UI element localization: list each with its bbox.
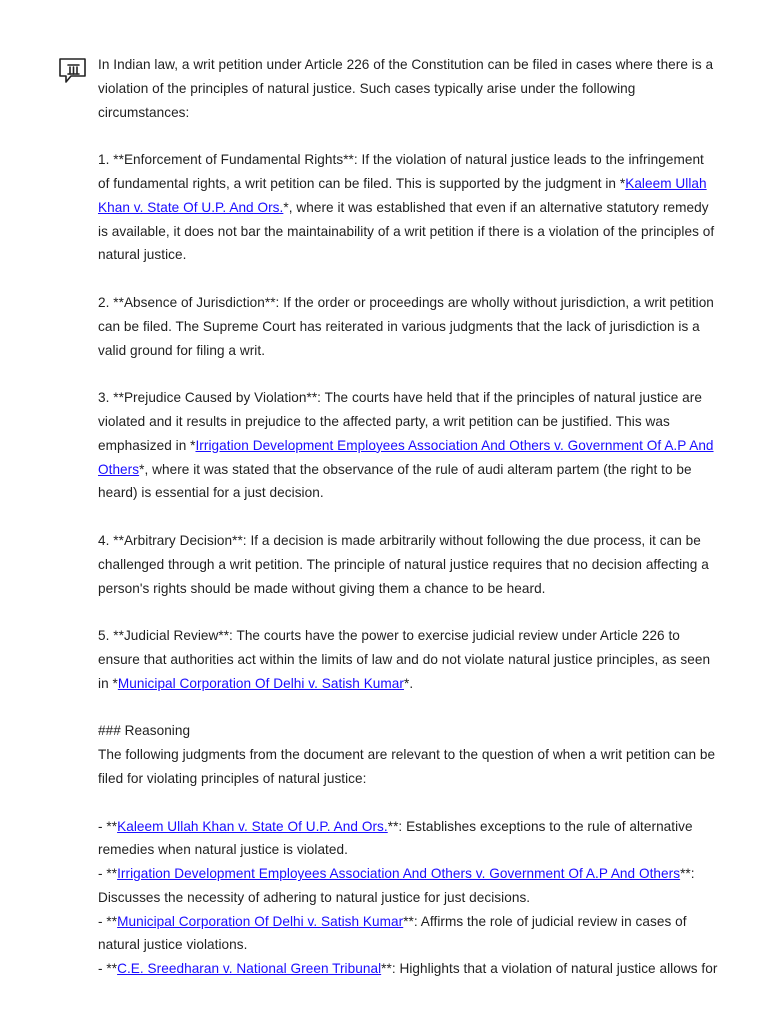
reasoning-item (98, 815, 718, 863)
reasoning-item-text: **: Discusses the necessity of adhering to natural justice for just decisions. (98, 866, 695, 905)
point-text: 3. **Prejudice Caused by Violation**: The courts have held that if the principles of natural justice are violated and it results in prejudice to the affected party, a writ petition can be justified. This was emphasized in * (98, 390, 702, 453)
bullet-prefix: - ** (98, 866, 118, 882)
legal-answer-icon (58, 57, 88, 85)
point-text: *. (403, 675, 414, 691)
case-link-municipal-corporation-of-delhi[interactable]: Municipal Corporation Of Delhi v. Satish Kumar (117, 675, 404, 691)
answer-body (98, 53, 718, 981)
case-link-kaleem-ullah-khan[interactable]: Kaleem Ullah Khan v. State Of U.P. And Ors. (98, 175, 707, 215)
point-judicial-review (98, 624, 718, 695)
point-text: *, where it was established that even if an alternative statutory remedy is available, it does not bar the maintainability of a writ petition if there is a violation of the principles of natural justice. (98, 199, 715, 263)
bullet-prefix: - ** (98, 961, 118, 977)
point-enforcement-of-fundamental-rights (98, 148, 718, 267)
reasoning-item-text: **: Affirms the role of judicial review in cases of natural justice violations. (98, 913, 687, 953)
case-link-ce-sreedharan[interactable]: C.E. Sreedharan v. National Green Tribunal (117, 961, 382, 977)
reasoning-item-text: **: Highlights that a violation of natural justice allows for (381, 961, 718, 977)
reasoning-item (98, 862, 718, 910)
reasoning-item (98, 957, 718, 981)
case-link-irrigation-development-employees[interactable]: Irrigation Development Employees Association And Others v. Government Of A.P And Others (98, 437, 714, 477)
point-text: *, where it was stated that the observance of the rule of audi alteram partem (the right to be heard) is essential for a just decision. (98, 461, 692, 501)
bullet-prefix: - ** (98, 913, 118, 929)
reasoning-intro: The following judgments from the document are relevant to the question of when a writ petition can be filed for violating principles of natural justice: (98, 747, 716, 786)
point-text: 1. **Enforcement of Fundamental Rights**: If the violation of natural justice leads to the infringement of fundamental rights, a writ petition can be filed. This is supported by the judgment in * (98, 152, 704, 191)
bullet-prefix: - ** (98, 818, 118, 834)
reasoning-item (98, 910, 718, 958)
reasoning-heading: ### Reasoning (98, 723, 191, 739)
point-absence-of-jurisdiction: 2. **Absence of Jurisdiction**: If the order or proceedings are wholly without jurisdiction, a writ petition can be filed. The Supreme Court has reiterated in various judgments that the lack of jurisdiction is a valid ground for filing a writ. (98, 294, 714, 358)
case-link-irrigation-development-employees[interactable]: Irrigation Development Employees Association And Others v. Government Of A.P And Others (117, 866, 681, 882)
point-arbitrary-decision: 4. **Arbitrary Decision**: If a decision is made arbitrarily without following the due process, it can be challenged through a writ petition. The principle of natural justice requires that no decision affecting a person's rights should be made without giving them a chance to be heard. (98, 532, 709, 596)
intro-paragraph: In Indian law, a writ petition under Article 226 of the Constitution can be filed in cases where there is a violation of the principles of natural justice. Such cases typically arise under the following circumstances: (98, 57, 714, 120)
reasoning-item-text: **: Establishes exceptions to the rule of alternative remedies when natural justice is violated. (98, 818, 693, 858)
point-prejudice-caused-by-violation (98, 386, 718, 505)
case-link-municipal-corporation-of-delhi[interactable]: Municipal Corporation Of Delhi v. Satish Kumar (117, 913, 404, 929)
reasoning-list (98, 815, 718, 982)
point-text: 5. **Judicial Review**: The courts have the power to exercise judicial review under Article 226 to ensure that authorities act within the limits of law and do not violate natural justice principles, as seen in * (98, 628, 711, 691)
case-link-kaleem-ullah-khan[interactable]: Kaleem Ullah Khan v. State Of U.P. And Ors. (117, 818, 388, 834)
